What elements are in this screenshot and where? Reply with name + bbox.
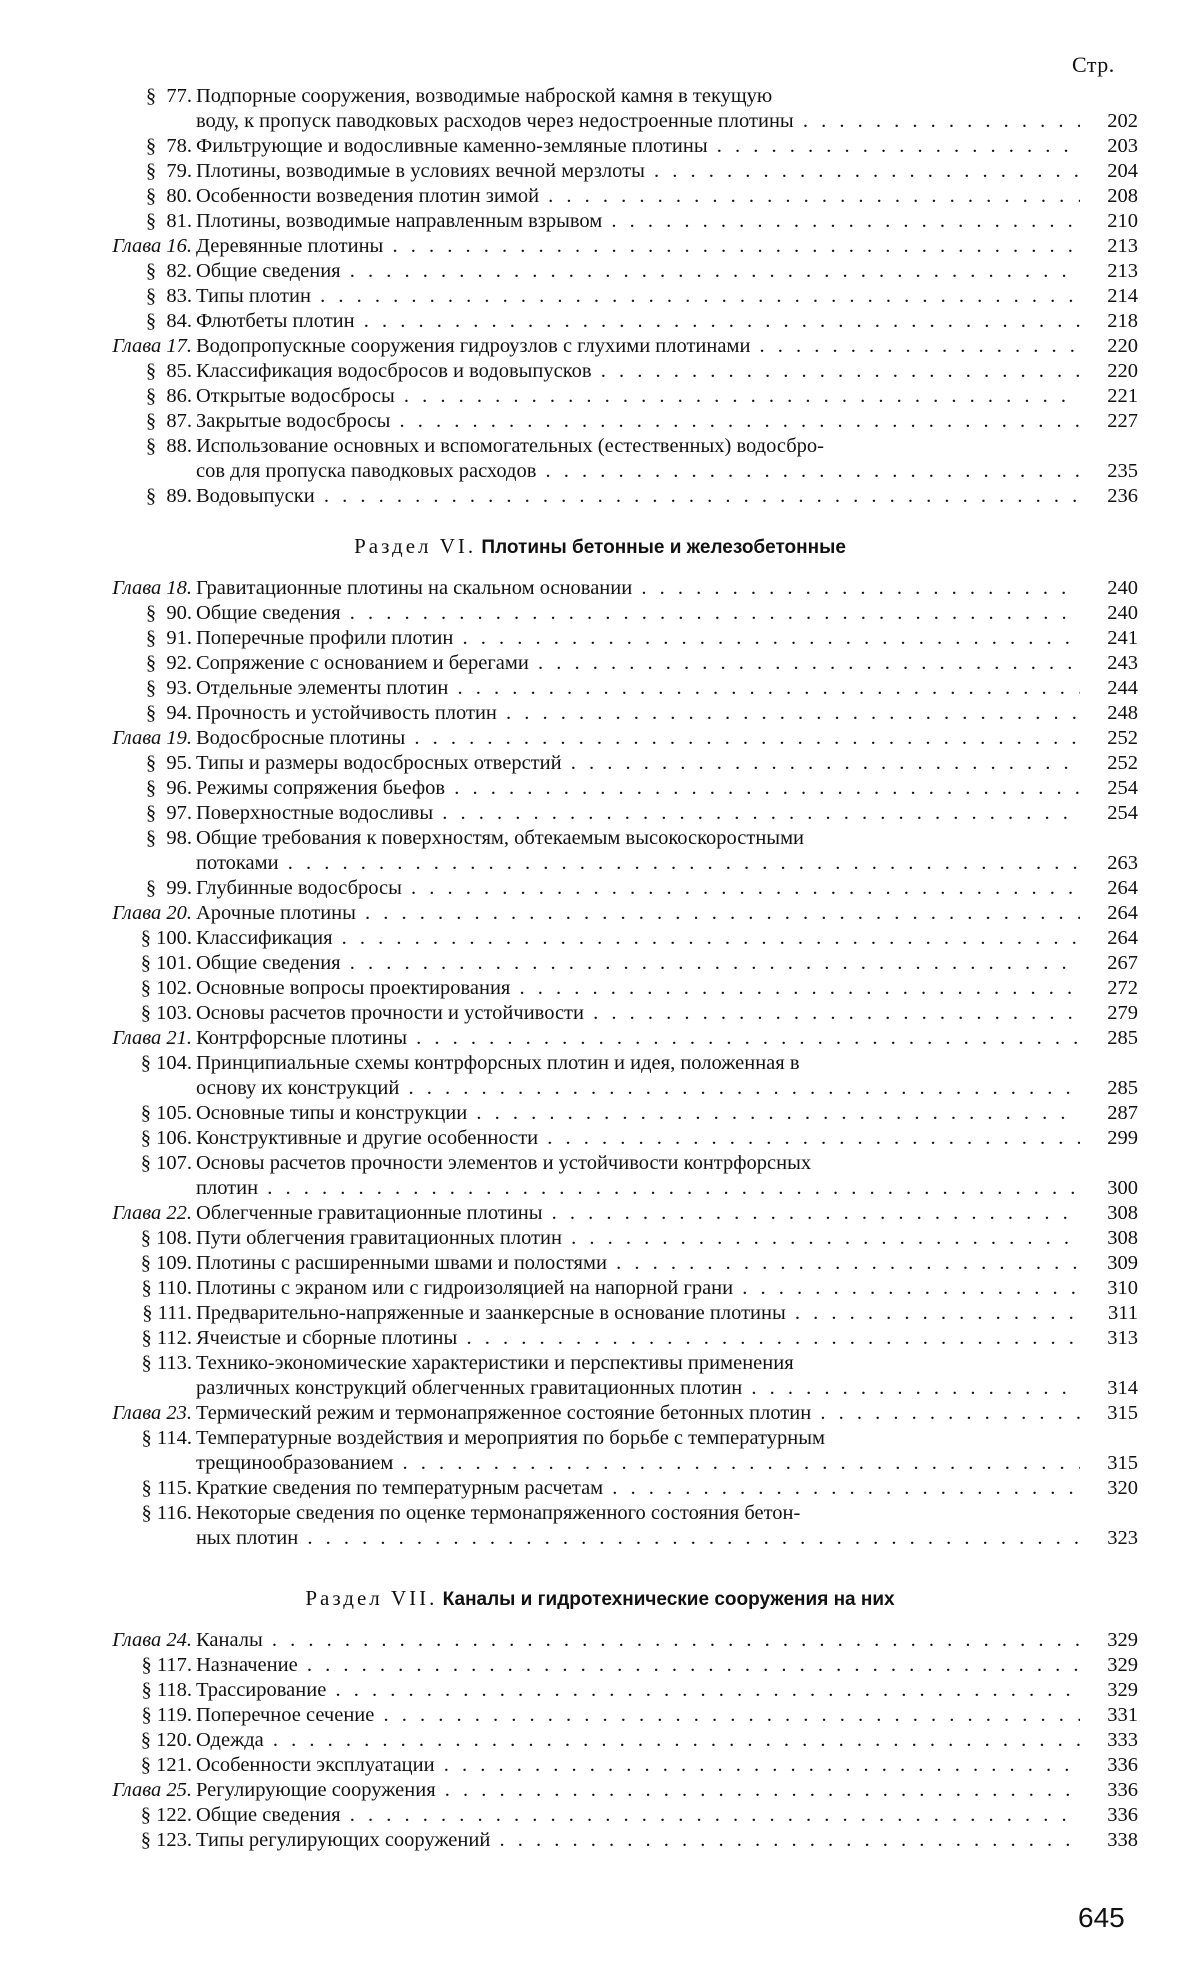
toc-entry-title: Ячеистые и сборные плотины . . .: [196, 1326, 1080, 1351]
toc-page-number: 254: [1107, 802, 1138, 824]
toc-section-row: [60, 976, 1140, 1001]
toc-entry-title: Гравитационные плотины на скальном основании . . .: [196, 576, 1080, 601]
toc-page-number: 221: [1107, 385, 1138, 407]
toc-entry-title: Отдельные элементы плотин . . .: [196, 676, 1080, 701]
toc-page-number: 240: [1107, 577, 1138, 599]
toc-entry-title-line2: различных конструкций облегченных гравитационных плотин . . .: [196, 1376, 1080, 1401]
chapter-label: Глава 23.: [112, 1402, 192, 1424]
toc-section-row: [60, 1326, 1140, 1351]
page-number: 645: [1078, 1902, 1125, 1933]
toc-section-row: [60, 1728, 1140, 1753]
section-label: § 121.: [140, 1754, 192, 1776]
chapter-label: Глава 24.: [112, 1629, 192, 1651]
section-label: § 116.: [141, 1502, 192, 1524]
toc-page-number: 236: [1107, 485, 1138, 507]
toc-entry-title: Типы регулирующих сооружений . . .: [196, 1828, 1080, 1853]
section-label: § 87.: [145, 410, 192, 432]
toc-page-number: 263: [1107, 852, 1138, 874]
section-label: § 103.: [140, 1002, 192, 1024]
toc-page-number: 241: [1107, 627, 1138, 649]
toc-entry-title: Водопропускные сооружения гидроузлов с глухими плотинами . . .: [196, 334, 1080, 359]
toc-entry-title-line2: воду, к пропуск паводковых расходов через недостроенные плотины . . .: [196, 109, 1080, 134]
section-label: § 111.: [142, 1302, 192, 1324]
toc-page-number: 264: [1107, 877, 1138, 899]
section-label: § 83.: [145, 285, 192, 307]
toc-entry-title: [196, 84, 1080, 134]
toc-entry-title: Сопряжение с основанием и берегами . . .: [196, 651, 1080, 676]
toc-section-row: [60, 409, 1140, 434]
toc-section-row: [60, 134, 1140, 159]
section-label: § 89.: [145, 485, 192, 507]
section-label: § 115.: [141, 1477, 192, 1499]
toc-entry-title: Предварительно-напряженные и заанкерсные в основание плотины . . .: [196, 1301, 1080, 1326]
section-label: § 95.: [145, 752, 192, 774]
section-label: § 118.: [141, 1679, 192, 1701]
toc-page-number: 323: [1107, 1527, 1138, 1549]
toc-entry-title: [196, 1351, 1080, 1401]
toc-page-number: 287: [1107, 1102, 1138, 1124]
toc-section-row: [60, 159, 1140, 184]
toc-section-row: [60, 384, 1140, 409]
section-label: § 98.: [145, 827, 192, 849]
section-label: § 80.: [145, 185, 192, 207]
section-label: § 120.: [140, 1729, 192, 1751]
toc-entry-title: [196, 1151, 1080, 1201]
toc-section-row: [60, 1753, 1140, 1778]
toc-chapter-row: [60, 1778, 1140, 1803]
toc-entry-title: Общие сведения . . .: [196, 601, 1080, 626]
toc-page-number: 308: [1107, 1227, 1138, 1249]
toc-entry-title: Режимы сопряжения бьефов . . .: [196, 776, 1080, 801]
toc-entry-title: Общие сведения . . .: [196, 1803, 1080, 1828]
toc-entry-title-line2: основу их конструкций . . .: [196, 1076, 1080, 1101]
toc-section-row: [60, 1501, 1140, 1551]
toc-entry-title: Особенности эксплуатации . . .: [196, 1753, 1080, 1778]
toc-entry-title: Глубинные водосбросы . . .: [196, 876, 1080, 901]
toc-entry-title: [196, 1501, 1080, 1551]
toc-entry-title: Одежда . . .: [196, 1728, 1080, 1753]
toc-entry-title-line1: Подпорные сооружения, возводимые наброской камня в текущую: [196, 85, 773, 107]
chapter-label: Глава 25.: [112, 1779, 192, 1801]
page-column-label: Стр.: [1072, 52, 1115, 77]
toc-entry-title: Классификация . . .: [196, 926, 1080, 951]
toc-page-number: 214: [1107, 285, 1138, 307]
toc-section-row: [60, 1276, 1140, 1301]
toc-entry-title: Каналы . . .: [196, 1628, 1080, 1653]
toc-entry-title: Пути облегчения гравитационных плотин . . .: [196, 1226, 1080, 1251]
section-label: § 92.: [145, 652, 192, 674]
chapter-label: Глава 20.: [112, 902, 192, 924]
chapter-label: Глава 18.: [112, 577, 192, 599]
section-label: § 106.: [140, 1127, 192, 1149]
toc-page-number: 336: [1107, 1779, 1138, 1801]
section-heading-6: [60, 532, 1140, 560]
toc-entry-title: [196, 1426, 1080, 1476]
toc-entry-title: Основы расчетов прочности и устойчивости . . .: [196, 1001, 1080, 1026]
toc-page-number: 313: [1107, 1327, 1138, 1349]
toc-page-number: 329: [1107, 1679, 1138, 1701]
toc-section-row: [60, 651, 1140, 676]
toc-entry-title-line1: Использование основных и вспомогательных (естественных) водосбро-: [196, 435, 824, 457]
toc-entry-title: Общие сведения . . .: [196, 259, 1080, 284]
toc-section-row: [60, 1653, 1140, 1678]
toc-section-row: [60, 1803, 1140, 1828]
toc-block-2: [60, 576, 1140, 1551]
toc-page-number: 264: [1107, 902, 1138, 924]
toc-entry-title: Типы и размеры водосбросных отверстий . . .: [196, 751, 1080, 776]
toc-entry-title-line1: Общие требования к поверхностям, обтекаемым высокоскоростными: [196, 827, 805, 849]
toc-chapter-row: [60, 576, 1140, 601]
toc-entry-title: Типы плотин . . .: [196, 284, 1080, 309]
toc-section-row: [60, 84, 1140, 134]
toc-section-row: [60, 1101, 1140, 1126]
toc-page-number: 220: [1107, 335, 1138, 357]
toc-entry-title: Основные вопросы проектирования . . .: [196, 976, 1080, 1001]
toc-entry-title: Плотины с экраном или с гидроизоляцией на напорной грани . . .: [196, 1276, 1080, 1301]
toc-section-row: [60, 926, 1140, 951]
toc-chapter-row: [60, 726, 1140, 751]
toc-section-row: [60, 309, 1140, 334]
toc-page-number: 309: [1107, 1252, 1138, 1274]
section-label: § 109.: [140, 1252, 192, 1274]
toc-entry-title-line1: Технико-экономические характеристики и перспективы применения: [196, 1352, 794, 1374]
toc-entry-title: Поверхностные водосливы . . .: [196, 801, 1080, 826]
toc-entry-title-line2: потоками . . .: [196, 851, 1080, 876]
toc-chapter-row: [60, 901, 1140, 926]
toc-entry-title: Конструктивные и другие особенности . . .: [196, 1126, 1080, 1151]
toc-entry-title: Особенности возведения плотин зимой . . .: [196, 184, 1080, 209]
chapter-label: Глава 16.: [112, 235, 192, 257]
toc-page-number: 254: [1107, 777, 1138, 799]
toc-entry-title: Фильтрующие и водосливные каменно-земляные плотины . . .: [196, 134, 1080, 159]
section-label: § 97.: [145, 802, 192, 824]
toc-page-number: 203: [1107, 135, 1138, 157]
toc-chapter-row: [60, 334, 1140, 359]
section-label: § 122.: [140, 1804, 192, 1826]
toc-section-row: [60, 1001, 1140, 1026]
toc-section-row: [60, 209, 1140, 234]
section-title: Каналы и гидротехнические сооружения на них: [442, 1589, 895, 1610]
toc-section-row: [60, 776, 1140, 801]
section-label: § 84.: [145, 310, 192, 332]
toc-page-number: 336: [1107, 1754, 1138, 1776]
toc-section-row: [60, 1226, 1140, 1251]
toc-page-number: 329: [1107, 1629, 1138, 1651]
chapter-label: Глава 19.: [112, 727, 192, 749]
toc-entry-title: Арочные плотины . . .: [196, 901, 1080, 926]
section-label: § 104.: [140, 1052, 192, 1074]
section-label: § 100.: [140, 927, 192, 949]
toc-chapter-row: [60, 234, 1140, 259]
toc-entry-title: Краткие сведения по температурным расчетам . . .: [196, 1476, 1080, 1501]
section-label: § 88.: [145, 435, 192, 457]
toc-page-number: 308: [1107, 1202, 1138, 1224]
toc-page-number: 213: [1107, 260, 1138, 282]
toc-entry-title: [196, 1051, 1080, 1101]
toc-page-number: 285: [1107, 1077, 1138, 1099]
toc-page-number: 338: [1107, 1829, 1138, 1851]
section-label: § 108.: [140, 1227, 192, 1249]
toc-page-number: 329: [1107, 1654, 1138, 1676]
toc-chapter-row: [60, 1628, 1140, 1653]
toc-page-number: 279: [1107, 1002, 1138, 1024]
toc-section-row: [60, 751, 1140, 776]
toc-page-number: 202: [1107, 110, 1138, 132]
toc-section-row: [60, 1678, 1140, 1703]
toc-page-number: 315: [1107, 1452, 1138, 1474]
section-label: § 112.: [141, 1327, 192, 1349]
toc-entry-title: Облегченные гравитационные плотины . . .: [196, 1201, 1080, 1226]
toc-chapter-row: [60, 1401, 1140, 1426]
toc-page-number: 331: [1107, 1704, 1138, 1726]
section-label: § 117.: [141, 1654, 192, 1676]
toc-section-row: [60, 801, 1140, 826]
toc-section-row: [60, 184, 1140, 209]
section-title: Плотины бетонные и железобетонные: [481, 537, 846, 558]
toc-page-number: 310: [1107, 1277, 1138, 1299]
toc-page-number: 240: [1107, 602, 1138, 624]
toc-section-row: [60, 1051, 1140, 1101]
chapter-label: Глава 17.: [112, 335, 192, 357]
toc-section-row: [60, 359, 1140, 384]
section-label: § 119.: [141, 1704, 192, 1726]
toc-entry-title: Плотины, возводимые направленным взрывом . . .: [196, 209, 1080, 234]
toc-entry-title-line2: ных плотин . . .: [196, 1526, 1080, 1551]
toc-section-row: [60, 826, 1140, 876]
section-label: § 77.: [145, 85, 192, 107]
toc-page-number: 252: [1107, 752, 1138, 774]
toc-page-number: 314: [1107, 1377, 1138, 1399]
toc-page-number: 320: [1107, 1477, 1138, 1499]
toc-block-1: [60, 84, 1140, 509]
toc-entry-title-line2: трещинообразованием . . .: [196, 1451, 1080, 1476]
toc-entry-title: Открытые водосбросы . . .: [196, 384, 1080, 409]
toc-section-row: [60, 1703, 1140, 1728]
section-label: § 102.: [140, 977, 192, 999]
toc-section-row: [60, 601, 1140, 626]
toc-section-row: [60, 1476, 1140, 1501]
toc-page-number: 204: [1107, 160, 1138, 182]
toc-page-number: 213: [1107, 235, 1138, 257]
toc-section-row: [60, 951, 1140, 976]
toc-section-row: [60, 626, 1140, 651]
toc-page-number: 208: [1107, 185, 1138, 207]
toc-page-number: 333: [1107, 1729, 1138, 1751]
toc-entry-title: Флютбеты плотин . . .: [196, 309, 1080, 334]
toc-page-number: 235: [1107, 460, 1138, 482]
toc-chapter-row: [60, 1026, 1140, 1051]
toc-section-row: [60, 259, 1140, 284]
toc-page-number: 248: [1107, 702, 1138, 724]
toc-entry-title: Плотины, возводимые в условиях вечной мерзлоты . . .: [196, 159, 1080, 184]
section-label: § 78.: [145, 135, 192, 157]
toc-page-number: 311: [1108, 1302, 1138, 1324]
toc-page-number: 264: [1107, 927, 1138, 949]
toc-page-number: 299: [1107, 1127, 1138, 1149]
toc-section-row: [60, 1426, 1140, 1476]
toc-page-number: 285: [1107, 1027, 1138, 1049]
toc-entry-title-line1: Принципиальные схемы контрфорсных плотин и идея, положенная в: [196, 1052, 800, 1074]
toc-page-number: 252: [1107, 727, 1138, 749]
toc-page-number: 244: [1107, 677, 1138, 699]
section-label: § 94.: [145, 702, 192, 724]
toc-page-number: 272: [1107, 977, 1138, 999]
toc-section-row: [60, 1828, 1140, 1853]
toc-page-number: 336: [1107, 1804, 1138, 1826]
section-label: § 105.: [140, 1102, 192, 1124]
toc-entry-title: Поперечное сечение . . .: [196, 1703, 1080, 1728]
toc-page-number: 227: [1107, 410, 1138, 432]
section-label: § 101.: [140, 952, 192, 974]
toc-entry-title: Водовыпуски . . .: [196, 484, 1080, 509]
toc-entry-title-line1: Температурные воздействия и мероприятия по борьбе с температурным: [196, 1427, 825, 1449]
toc-section-row: [60, 1126, 1140, 1151]
toc-page-number: 243: [1107, 652, 1138, 674]
toc-entry-title: Закрытые водосбросы . . .: [196, 409, 1080, 434]
toc-entry-title: Термический режим и термонапряженное состояние бетонных плотин . . .: [196, 1401, 1080, 1426]
toc-entry-title-line1: Основы расчетов прочности элементов и устойчивости контрфорсных: [196, 1152, 812, 1174]
toc-entry-title-line1: Некоторые сведения по оценке термонапряженного состояния бетон-: [196, 1502, 801, 1524]
section-label: § 93.: [145, 677, 192, 699]
section-label: § 81.: [145, 210, 192, 232]
toc-page-number: 315: [1107, 1402, 1138, 1424]
section-heading-7: [60, 1584, 1140, 1612]
toc-section-row: [60, 1251, 1140, 1276]
section-label: § 96.: [145, 777, 192, 799]
toc-page-number: 220: [1107, 360, 1138, 382]
section-label: § 99.: [145, 877, 192, 899]
section-label: § 107.: [140, 1152, 192, 1174]
toc-entry-title: Трассирование . . .: [196, 1678, 1080, 1703]
toc-section-row: [60, 284, 1140, 309]
toc-page-number: 300: [1107, 1177, 1138, 1199]
toc-entry-title: [196, 826, 1080, 876]
section-label: § 123.: [140, 1829, 192, 1851]
chapter-label: Глава 22.: [112, 1202, 192, 1224]
chapter-label: Глава 21.: [112, 1027, 192, 1049]
toc-entry-title: Плотины с расширенными швами и полостями . . .: [196, 1251, 1080, 1276]
toc-chapter-row: [60, 1201, 1140, 1226]
toc-entry-title: Классификация водосбросов и водовыпусков . . .: [196, 359, 1080, 384]
toc-entry-title: Поперечные профили плотин . . .: [196, 626, 1080, 651]
toc-section-row: [60, 701, 1140, 726]
section-label: § 91.: [145, 627, 192, 649]
toc-entry-title: Регулирующие сооружения . . .: [196, 1778, 1080, 1803]
toc-entry-title: Общие сведения . . .: [196, 951, 1080, 976]
toc-entry-title: Водосбросные плотины . . .: [196, 726, 1080, 751]
toc-entry-title-line2: плотин . . .: [196, 1176, 1080, 1201]
toc-entry-title: Назначение . . .: [196, 1653, 1080, 1678]
toc-entry-title: Контрфорсные плотины . . .: [196, 1026, 1080, 1051]
toc-entry-title: Деревянные плотины . . .: [196, 234, 1080, 259]
section-label: § 113.: [141, 1352, 192, 1374]
toc-section-row: [60, 434, 1140, 484]
section-label: § 85.: [145, 360, 192, 382]
section-label: § 90.: [145, 602, 192, 624]
toc-section-row: [60, 1351, 1140, 1401]
section-label: § 82.: [145, 260, 192, 282]
toc-section-row: [60, 1301, 1140, 1326]
section-label: § 110.: [141, 1277, 192, 1299]
toc-entry-title: [196, 434, 1080, 484]
toc-entry-title-line2: сов для пропуска паводковых расходов . . .: [196, 459, 1080, 484]
section-label: § 114.: [141, 1427, 192, 1449]
toc-block-3: [60, 1628, 1140, 1853]
toc-entry-title: Основные типы и конструкции . . .: [196, 1101, 1080, 1126]
toc-section-row: [60, 1151, 1140, 1201]
toc-page-number: 267: [1107, 952, 1138, 974]
section-label: § 79.: [145, 160, 192, 182]
section-label: § 86.: [145, 385, 192, 407]
toc-page-number: 218: [1107, 310, 1138, 332]
section-prefix: Раздел VII.: [305, 1586, 438, 1610]
toc-section-row: [60, 676, 1140, 701]
toc-section-row: [60, 484, 1140, 509]
toc-entry-title: Прочность и устойчивость плотин . . .: [196, 701, 1080, 726]
section-prefix: Раздел VI.: [354, 534, 477, 558]
toc-section-row: [60, 876, 1140, 901]
toc-page-number: 210: [1107, 210, 1138, 232]
